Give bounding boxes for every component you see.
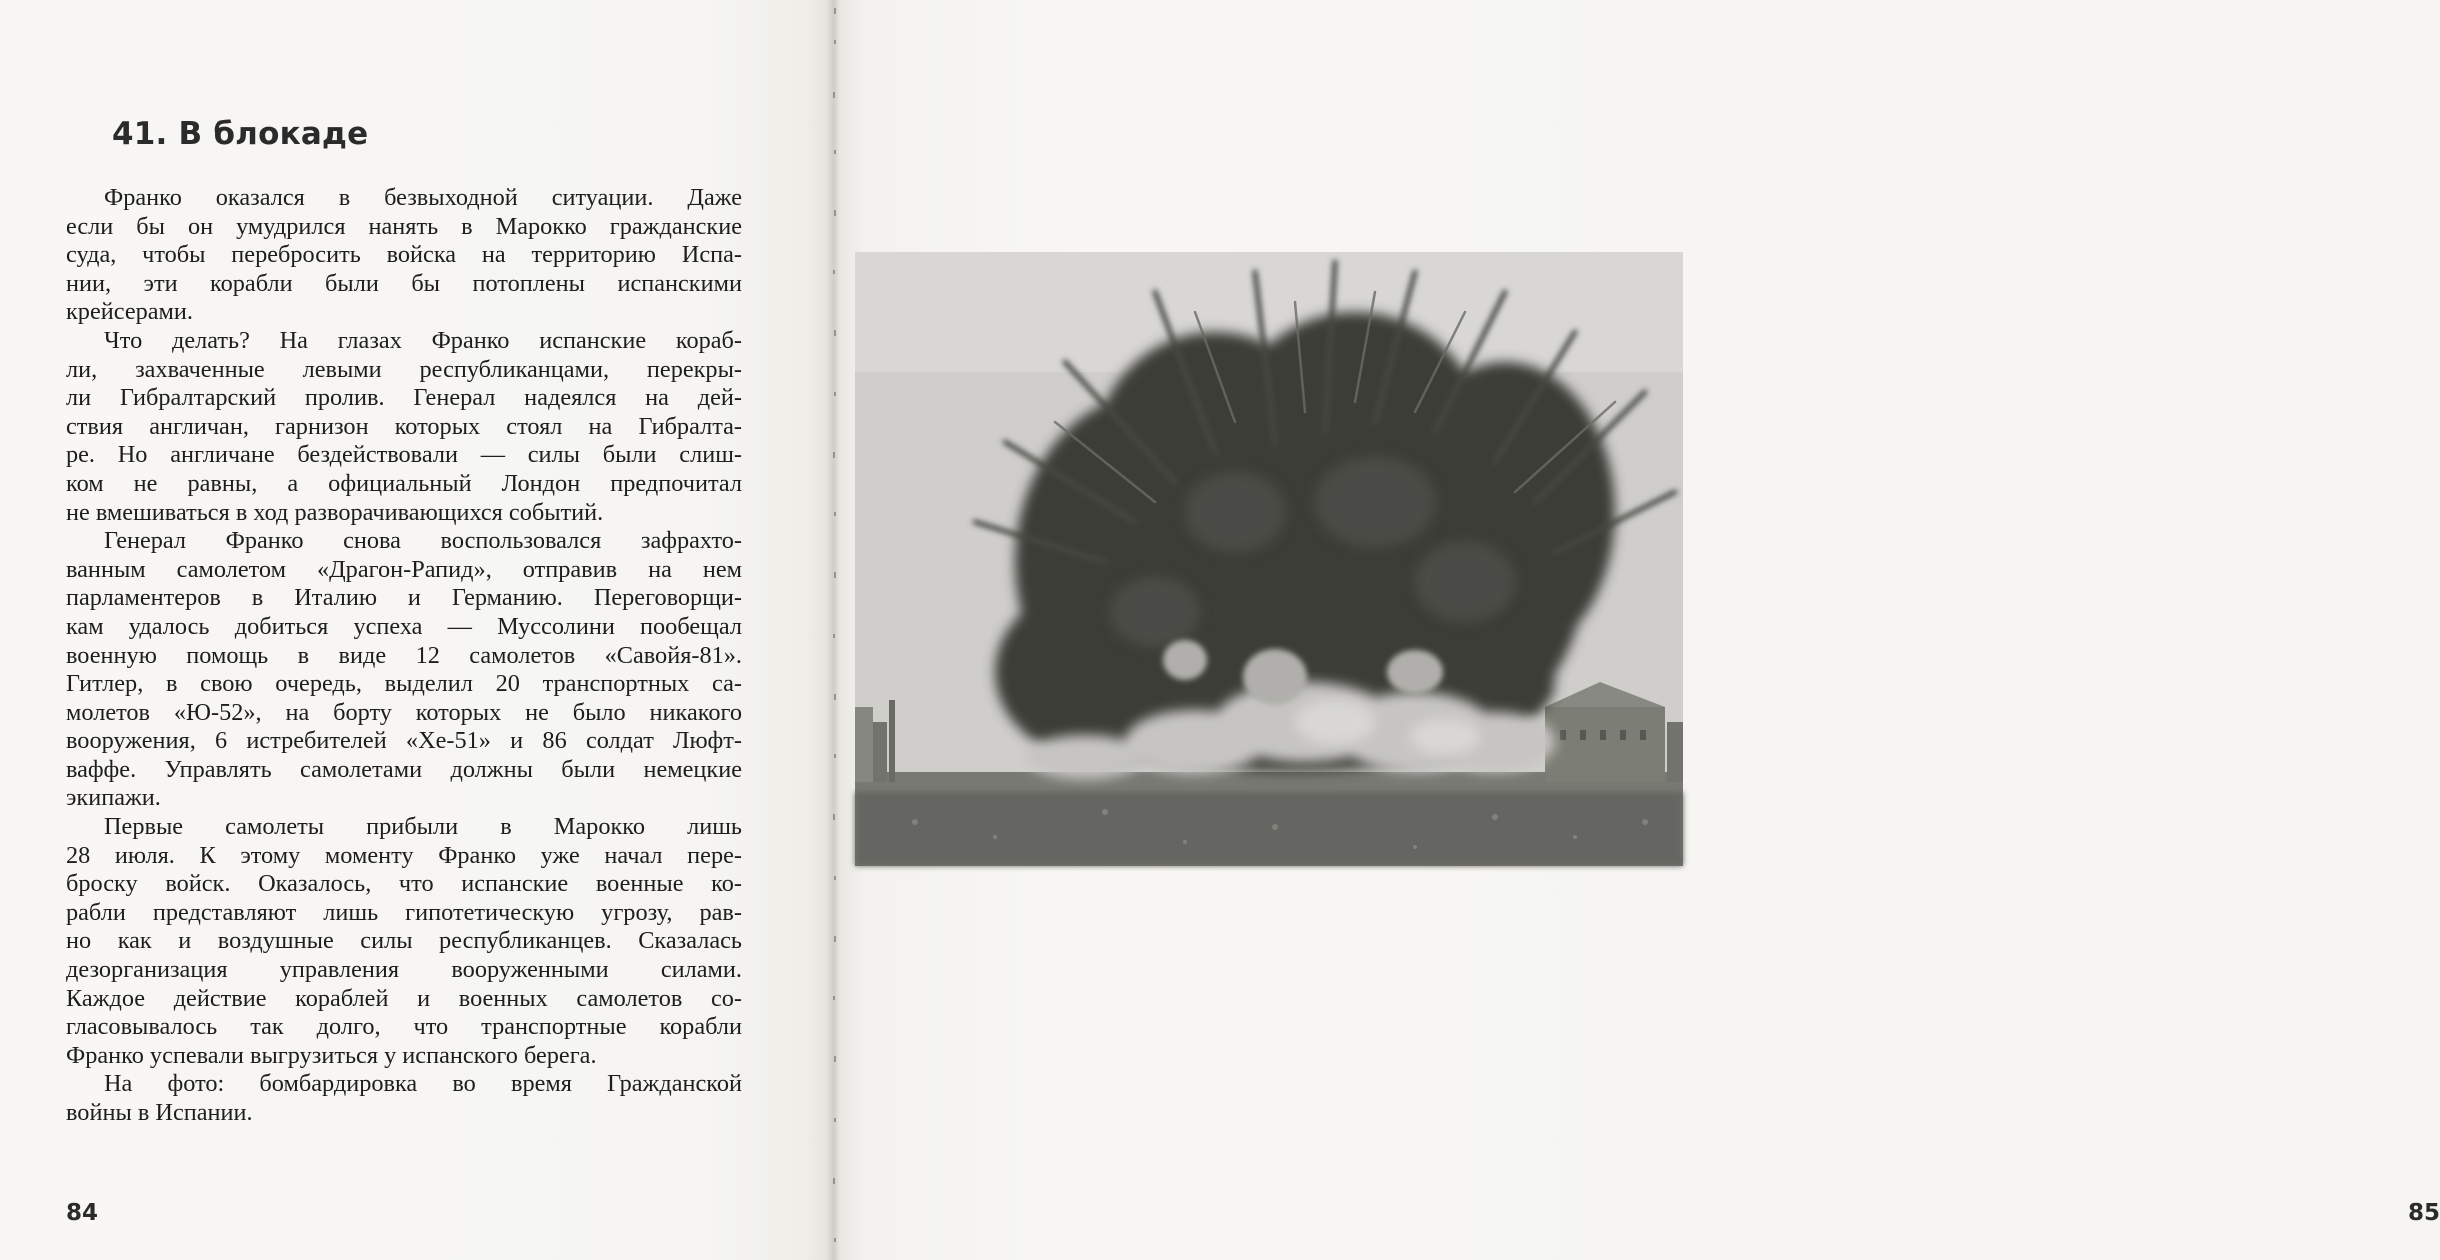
text-line: ванным самолетом «Драгон-Рапид», отправив на нем — [66, 555, 742, 583]
text-line: ли, захваченные левыми республиканцами, перекры- — [66, 355, 742, 383]
text-line: суда, чтобы перебросить войска на территорию Испа- — [66, 241, 742, 269]
text-line: молетов «Ю-52», на борту которых не было никакого — [66, 698, 742, 726]
page-number-right: 85 — [2408, 1200, 2440, 1226]
explosion-photo-image — [855, 252, 1683, 866]
text-line: ли Гибралтарский пролив. Генерал надеялся на дей- — [66, 384, 742, 412]
text-line: дезорганизация управления вооруженными силами. — [66, 956, 742, 984]
text-line: экипажи. — [66, 784, 161, 812]
text-line: ком не равны, а официальный Лондон предпочитал — [66, 469, 742, 497]
text-line: ваффе. Управлять самолетами должны были немецкие — [66, 755, 742, 783]
bombing-photo — [855, 252, 1683, 866]
text-line: парламентеров в Италию и Германию. Переговорщи- — [66, 584, 742, 612]
text-line: 28 июля. К этому моменту Франко уже начал пере- — [66, 841, 742, 869]
text-line: Каждое действие кораблей и военных самолетов со- — [66, 984, 742, 1012]
text-line: Генерал Франко снова воспользовался зафрахто- — [104, 527, 742, 555]
text-line: гласовывалось так долго, что транспортные корабли — [66, 1013, 742, 1041]
left-page — [0, 0, 830, 1260]
body-text — [66, 184, 742, 1128]
text-line: рабли представляют лишь гипотетическую угрозу, рав- — [66, 898, 742, 926]
text-line: если бы он умудрился нанять в Марокко гражданские — [66, 212, 742, 240]
text-line: не вмешиваться в ход разворачивающихся событий. — [66, 498, 604, 526]
text-line: Франко успевали выгрузиться у испанского берега. — [66, 1041, 597, 1069]
text-line: крейсерами. — [66, 298, 193, 326]
chapter-title: 41. В блокаде — [112, 116, 369, 152]
text-line: вооружения, 6 истребителей «Хе-51» и 86 солдат Люфт- — [66, 727, 742, 755]
text-line: кам удалось добиться успеха — Муссолини пообещал — [66, 612, 742, 640]
binding-stitches — [832, 0, 838, 1260]
text-line: военную помощь в виде 12 самолетов «Савойя-81». — [66, 641, 742, 669]
text-line: войны в Испании. — [66, 1099, 253, 1126]
page-number-left: 84 — [66, 1200, 99, 1226]
text-line: На фото: бомбардировка во время Гражданской — [104, 1070, 742, 1098]
text-line: ре. Но англичане бездействовали — силы были слиш- — [66, 441, 742, 469]
text-line: Гитлер, в свою очередь, выделил 20 транспортных са- — [66, 670, 742, 698]
text-line: нии, эти корабли были бы потоплены испанскими — [66, 269, 742, 297]
text-line: но как и воздушные силы республиканцев. Сказалась — [66, 927, 742, 955]
text-line: Первые самолеты прибыли в Марокко лишь — [104, 813, 742, 841]
text-line: Что делать? На глазах Франко испанские кораб- — [104, 326, 742, 354]
text-line: Франко оказался в безвыходной ситуации. Даже — [104, 184, 742, 211]
text-line: ствия англичан, гарнизон которых стоял на Гибралта- — [66, 412, 742, 440]
text-line: броску войск. Оказалось, что испанские военные ко- — [66, 870, 742, 898]
